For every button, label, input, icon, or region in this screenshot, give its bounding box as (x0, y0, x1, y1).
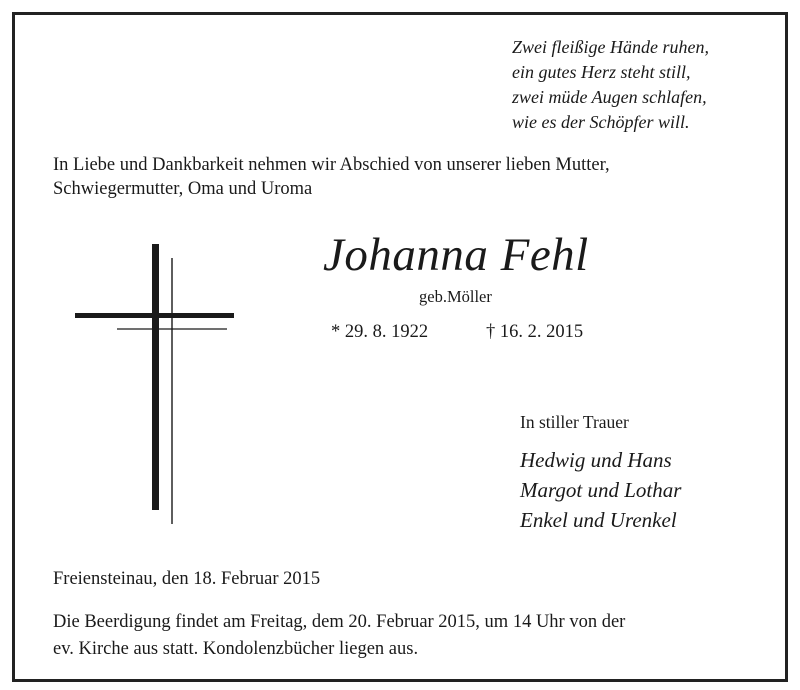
poem-line: Zwei fleißige Hände ruhen, (512, 37, 709, 57)
cross-vertical-bar (152, 244, 159, 510)
cross-horizontal-bar (75, 313, 234, 318)
intro-line: In Liebe und Dankbarkeit nehmen wir Abschied von unserer lieben Mutter, (53, 155, 610, 175)
mourner-name: Hedwig und Hans (520, 448, 672, 472)
intro-line: Schwiegermutter, Oma und Uroma (53, 179, 313, 199)
birth-date: * 29. 8. 1922 (331, 322, 429, 342)
poem-line: wie es der Schöpfer will. (512, 112, 690, 132)
poem-line: ein gutes Herz steht still, (512, 62, 691, 82)
death-date: † 16. 2. 2015 (486, 322, 584, 342)
mourners-list (520, 445, 681, 535)
intro-text (53, 153, 773, 201)
funeral-notice (53, 609, 773, 663)
poem-line: zwei müde Augen schlafen, (512, 87, 707, 107)
poem (512, 35, 772, 135)
place-date: Freiensteinau, den 18. Februar 2015 (53, 569, 321, 589)
mourner-name: Margot und Lothar (520, 478, 682, 502)
deceased-name: Johanna Fehl (323, 229, 589, 281)
funeral-line: Die Beerdigung findet am Freitag, dem 20. Februar 2015, um 14 Uhr von der (53, 612, 626, 632)
obituary-frame (12, 12, 788, 682)
maiden-name: geb.Möller (419, 287, 492, 306)
mourning-heading: In stiller Trauer (520, 412, 629, 432)
funeral-line: ev. Kirche aus statt. Kondolenzbücher liegen aus. (53, 639, 419, 659)
cross-icon (75, 244, 240, 529)
mourner-name: Enkel und Urenkel (520, 508, 677, 532)
